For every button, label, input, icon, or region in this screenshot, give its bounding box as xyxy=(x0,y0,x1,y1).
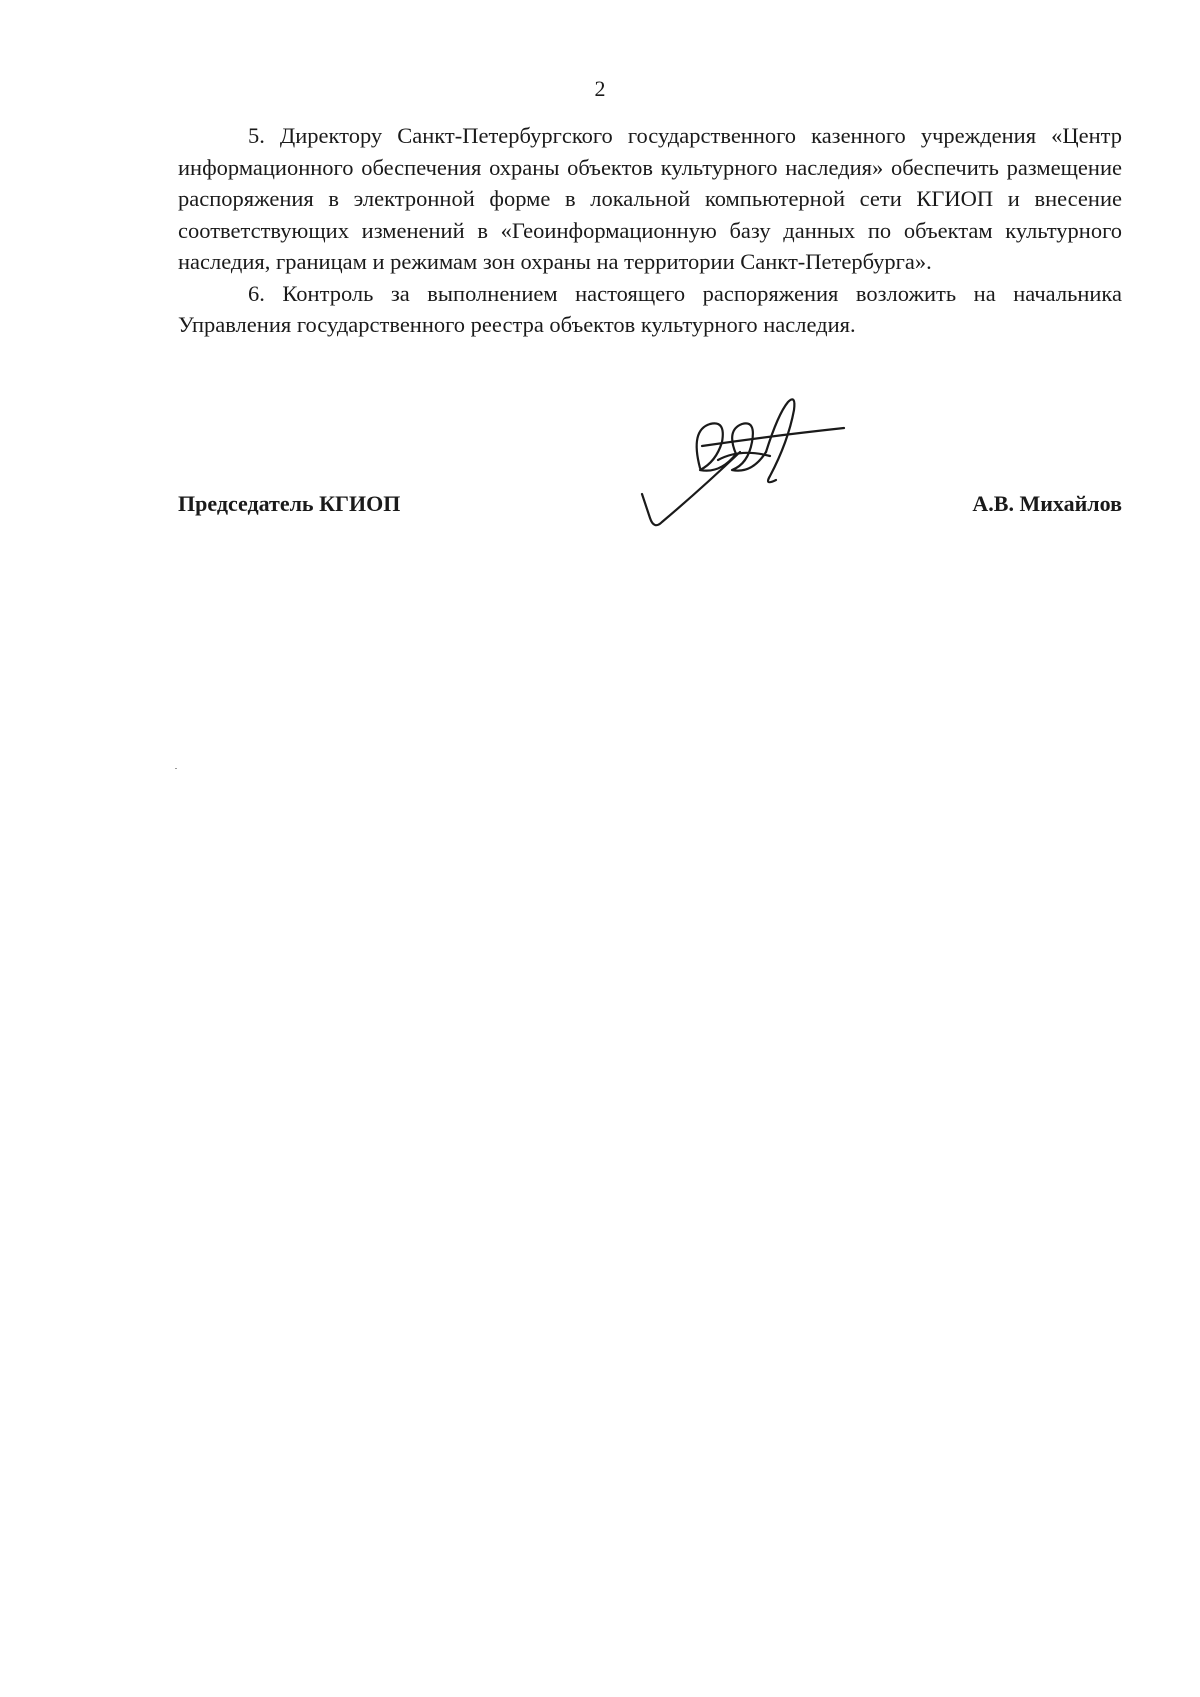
signatory-name: А.В. Михайлов xyxy=(972,491,1122,516)
paragraph-6: 6. Контроль за выполнением настоящего распоряжения возложить на начальника Управления государственного реестра объектов культурного наследия. xyxy=(178,280,1122,337)
paragraph-5: 5. Директору Санкт-Петербургского государственного казенного учреждения «Центр информационного обеспечения охраны объектов культурного наследия» обеспечить размещение распоряжения в электронной форме в локальной компьютерной сети КГИОП и внесение соответствующих изменений в «Геоинформационную базу данных по объектам культурного наследия, границам и режимам зон охраны на территории Санкт-Петербурга». xyxy=(178,123,1122,274)
signatory-title: Председатель КГИОП xyxy=(178,491,401,516)
page-number: 2 xyxy=(594,76,606,101)
handwritten-signature-icon xyxy=(630,390,860,540)
document-body xyxy=(178,120,1122,341)
scan-speck xyxy=(175,768,177,769)
